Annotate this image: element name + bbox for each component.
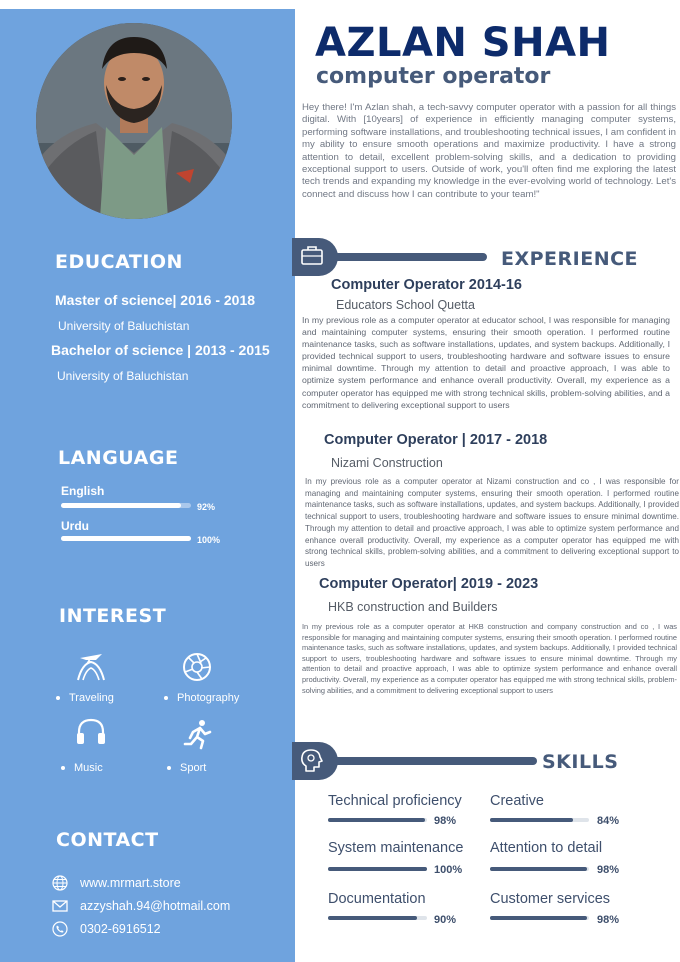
camera-aperture-icon bbox=[180, 650, 214, 684]
email-text: azzyshah.94@hotmail.com bbox=[80, 899, 231, 913]
bullet-icon bbox=[164, 696, 168, 700]
skill-name: System maintenance bbox=[328, 840, 464, 856]
job-description: In my previous role as a computer operator at educator school, I was responsible for managing and maintaining computer systems, ensuring their smooth operation. I performed routine maintenance tasks, such as software installations, updates, and system backups. Additionally, I provided technical support to users, troubleshooting hardware and software issues to ensure minimal downtime. Through my attention to detail and proactive approach, I was able to optimize system performance and enhance overall productivity. Overall, my experience as a computer operator has equipped me with strong technical skills, problem-solving abilities, and a commitment to delivering exceptional support to users bbox=[302, 315, 670, 410]
skill-bar-fill bbox=[328, 867, 427, 871]
education-university: University of Baluchistan bbox=[58, 319, 190, 333]
job-description: In my previous role as a computer operator at HKB construction and company construction and co , I was responsible for managing and maintaining computer systems, ensuring their smooth operation. I performed routine maintenance tasks, such as software installations, updates, and system backups. Additionally, I provided technical support to users, troubleshooting hardware and software issues to ensure minimal downtime. Through my attention to detail and proactive approach, I was able to optimize system performance and enhance overall productivity. Overall, my experience as a computer operator has equipped me with strong technical skills, problem-solving abilities, and a commitment to delivering exceptional support to users bbox=[302, 622, 677, 695]
skills-heading: SKILLS bbox=[542, 751, 619, 773]
education-heading: EDUCATION bbox=[55, 251, 183, 273]
bullet-icon bbox=[61, 766, 65, 770]
interest-item-photography bbox=[164, 692, 239, 704]
skill-bar bbox=[328, 867, 427, 871]
phone-icon bbox=[52, 921, 68, 937]
skill-percent: 98% bbox=[434, 815, 457, 827]
skills-badge bbox=[292, 742, 338, 780]
education-university: University of Baluchistan bbox=[57, 369, 189, 383]
education-degree: Master of science| 2016 - 2018 bbox=[55, 292, 256, 308]
language-bar bbox=[61, 503, 191, 508]
experience-badge bbox=[292, 238, 338, 276]
skill-name: Creative bbox=[490, 793, 544, 809]
interest-item-music bbox=[61, 762, 103, 774]
contact-website[interactable] bbox=[52, 874, 181, 892]
skill-bar bbox=[328, 916, 427, 920]
skill-bar bbox=[490, 867, 589, 871]
headphones-icon bbox=[74, 715, 108, 749]
skill-percent: 100% bbox=[434, 864, 463, 876]
job-company: Educators School Quetta bbox=[336, 298, 475, 312]
skill-name: Customer services bbox=[490, 891, 611, 907]
skill-bar-fill bbox=[490, 818, 573, 822]
language-percent: 100% bbox=[197, 535, 221, 545]
running-icon bbox=[180, 718, 214, 752]
bullet-icon bbox=[56, 696, 60, 700]
intro-paragraph: Hey there! I'm Azlan shah, a tech-savvy computer operator with a passion for all things digital. With [10years] of experience in efficiently managing computer systems, performing software installations, and troubleshooting technical issues, I am confident in my ability to ensure smooth operations and maximize productivity. I have a strong attention to detail, excellent problem-solving skills, and a dedication to providing exceptional support to users. Outside of work, you'll often find me exploring the latest tech trends and expanding my knowledge in the ever-evolving world of technology. Let's connect and discuss how I can contribute to your team!" bbox=[302, 102, 676, 200]
job-title: Computer Operator | 2017 - 2018 bbox=[324, 432, 548, 448]
globe-icon bbox=[52, 875, 68, 891]
contact-email[interactable] bbox=[52, 897, 230, 915]
interest-item-traveling bbox=[56, 692, 114, 704]
experience-heading: EXPERIENCE bbox=[501, 248, 639, 270]
skill-bar bbox=[490, 818, 589, 822]
mail-icon bbox=[52, 898, 68, 914]
contact-heading: CONTACT bbox=[56, 829, 159, 851]
skill-bar-fill bbox=[490, 916, 587, 920]
skill-bar-fill bbox=[490, 867, 587, 871]
job-title: Computer Operator| 2019 - 2023 bbox=[319, 576, 539, 592]
interest-heading: INTEREST bbox=[59, 605, 167, 627]
language-percent: 92% bbox=[197, 502, 216, 512]
phone-text: 0302-6916512 bbox=[80, 922, 161, 936]
interest-label: Music bbox=[74, 762, 103, 774]
contact-phone[interactable] bbox=[52, 920, 161, 938]
language-bar-fill bbox=[61, 536, 191, 541]
bullet-icon bbox=[167, 766, 171, 770]
job-company: Nizami Construction bbox=[331, 456, 443, 470]
profile-photo-illustration bbox=[36, 23, 232, 219]
interest-item-sport bbox=[167, 762, 206, 774]
skill-percent: 98% bbox=[597, 914, 620, 926]
profile-photo bbox=[36, 23, 232, 219]
education-degree: Bachelor of science | 2013 - 2015 bbox=[51, 342, 270, 358]
skill-bar-fill bbox=[328, 818, 425, 822]
job-title: Computer Operator 2014-16 bbox=[331, 277, 522, 293]
candidate-name: AZLAN SHAH bbox=[315, 20, 611, 66]
skill-name: Documentation bbox=[328, 891, 426, 907]
language-bar bbox=[61, 536, 191, 541]
language-heading: LANGUAGE bbox=[58, 447, 179, 469]
job-company: HKB construction and Builders bbox=[328, 600, 498, 614]
travel-icon bbox=[74, 650, 108, 684]
interest-label: Photography bbox=[177, 692, 240, 704]
website-text: www.mrmart.store bbox=[80, 876, 181, 890]
skill-percent: 98% bbox=[597, 864, 620, 876]
brain-head-icon bbox=[292, 742, 338, 780]
skill-percent: 90% bbox=[434, 914, 457, 926]
interest-label: Traveling bbox=[69, 692, 114, 704]
job-description: In my previous role as a computer operator at Nizami construction and co , I was responsible for managing and maintaining computer systems, ensuring their smooth operation. I performed routine maintenance tasks, such as software installations, updates, and system backups. Additionally, I provided technical support to users, troubleshooting hardware and software issues to ensure minimal downtime. Through my attention to detail and proactive approach, I was able to optimize system performance and enhance overall productivity. Overall, my experience as a computer operator has equipped me with strong technical skills, problem-solving abilities, and a commitment to delivering exceptional support to users bbox=[305, 477, 679, 568]
language-name: English bbox=[61, 484, 105, 498]
skill-name: Attention to detail bbox=[490, 840, 603, 856]
language-name: Urdu bbox=[61, 519, 89, 533]
interest-label: Sport bbox=[180, 762, 207, 774]
skill-name: Technical proficiency bbox=[328, 793, 462, 809]
candidate-role: computer operator bbox=[316, 64, 551, 89]
skill-bar bbox=[490, 916, 589, 920]
skill-bar-fill bbox=[328, 916, 417, 920]
language-bar-fill bbox=[61, 503, 181, 508]
briefcase-icon bbox=[292, 238, 338, 276]
skill-bar bbox=[328, 818, 427, 822]
skill-percent: 84% bbox=[597, 815, 620, 827]
